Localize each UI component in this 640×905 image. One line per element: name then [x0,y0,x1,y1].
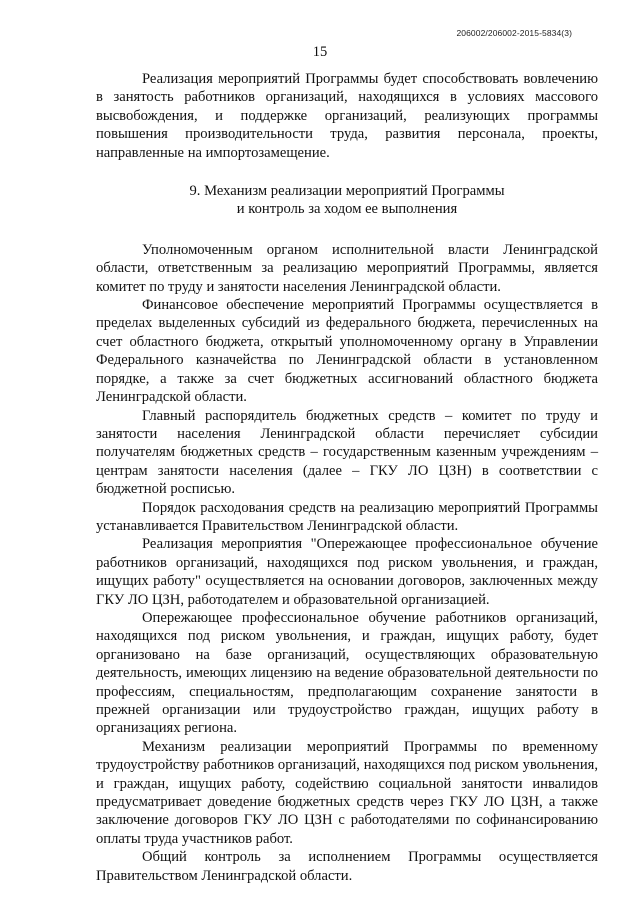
paragraph-spending-procedure: Порядок расходования средств на реализацию мероприятий Программы устанавливается Правительством Ленинградской области. [96,499,598,534]
paragraph-training-implementation: Реализация мероприятия "Опережающее профессиональное обучение работников организаций, находящихся под риском увольнения, и граждан, ищущих работу" осуществляется на основании договоров, заключенных между ГКУ ЛО ЦЗН, работодателем и образовательной организацией. [96,536,598,608]
page-number: 15 [312,44,328,60]
section-title [96,182,598,219]
section-title-line-2: и контроль за ходом ее выполнения [236,201,458,218]
document-id: 206002/206002-2015-5834(3) [456,28,572,38]
paragraph-budget-manager: Главный распорядитель бюджетных средств – комитет по труду и занятости населения Ленинградской области перечисляет субсидии получателям бюджетных средств – государственным казенным учреждениям – центрам занятости населения (далее – ГКУ ЛО ЦЗН) в соответствии с бюджетной росписью. [96,407,598,498]
section-title-line-1: 9. Механизм реализации мероприятий Программы [189,183,505,200]
document-body [96,70,598,885]
intro-paragraph: Реализация мероприятий Программы будет способствовать вовлечению в занятость работников организаций, находящихся в условиях массового высвобождения, и поддержке организаций, реализующих программы повышения производительности труда, развития персонала, проекты, направленные на импортозамещение. [96,71,598,161]
paragraph-temporary-employment: Механизм реализации мероприятий Программы по временному трудоустройству работников организаций, находящихся под риском увольнения, и граждан, ищущих работу, содействию социальной занятости инвалидов предусматривает доведение бюджетных средств через ГКУ ЛО ЦЗН, а также заключение договоров ГКУ ЛО ЦЗН с работодателями по софинансированию оплаты труда участников работ. [96,738,598,847]
paragraph-general-control: Общий контроль за исполнением Программы осуществляется Правительством Ленинградской области. [96,849,598,884]
paragraph-financing: Финансовое обеспечение мероприятий Программы осуществляется в пределах выделенных субсидий из федерального бюджета, перечисленных на счет областного бюджета, открытый уполномоченному органу в Управлении Федерального казначейства по Ленинградской области в установленном порядке, а также за счет бюджетных ассигнований областного бюджета Ленинградской области. [96,297,598,406]
paragraph-training-organization: Опережающее профессиональное обучение работников организаций, находящихся под риском увольнения, и граждан, ищущих работу, будет организовано на базе организаций, осуществляющих образовательную деятельность, имеющих лицензию на ведение образовательной деятельности по профессиям, специальностям, предполагающим сохранение занятости в прежней организации или трудоустройство граждан, ищущих работу в организациях региона. [96,609,598,737]
paragraph-authorized-body: Уполномоченным органом исполнительной власти Ленинградской области, ответственным за реализацию мероприятий Программы, является комитет по труду и занятости населения Ленинградской области. [96,241,598,295]
